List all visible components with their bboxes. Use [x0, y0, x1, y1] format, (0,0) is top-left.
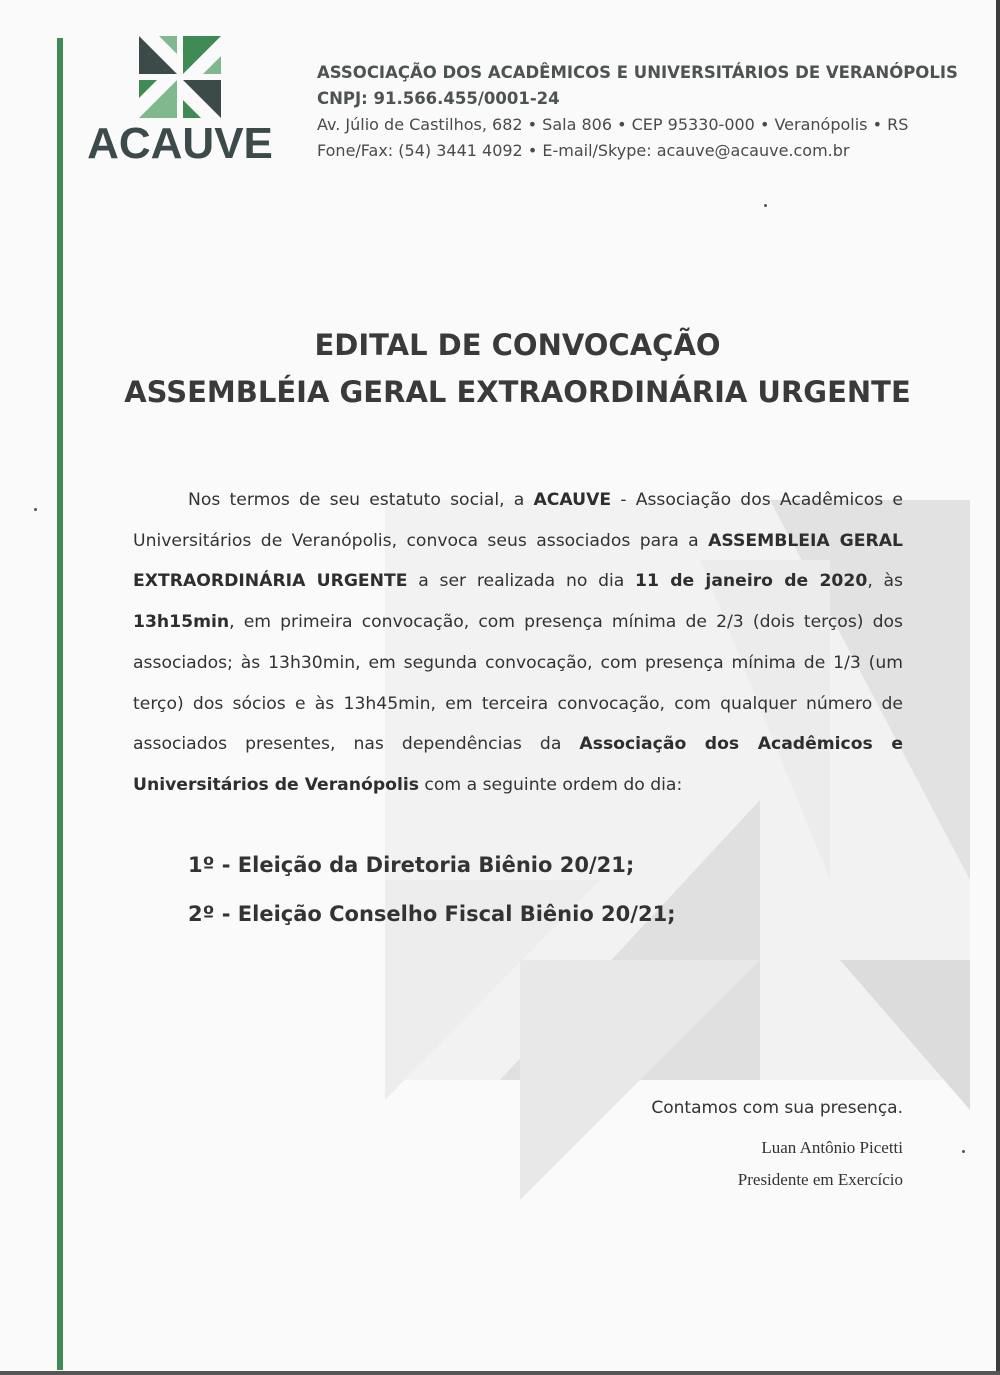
green-margin-bar [57, 38, 63, 1370]
document-subtitle: ASSEMBLÉIA GERAL EXTRAORDINÁRIA URGENTE [124, 375, 911, 409]
body-text: Nos termos de seu estatuto social, a [188, 490, 534, 510]
body-text: a ser realizada no dia [407, 571, 636, 592]
meeting-time: 13h15min [133, 612, 230, 633]
scan-speck [962, 1150, 965, 1153]
scan-edge-bottom [0, 1371, 1000, 1375]
scan-speck [764, 204, 767, 207]
letterhead [317, 60, 957, 164]
organization-name: ASSOCIAÇÃO DOS ACADÊMICOS E UNIVERSITÁRIOS DE VERANÓPOLIS [317, 63, 958, 82]
agenda-item: 1º - Eleição da Diretoria Biênio 20/21; [188, 853, 635, 877]
signatory-role: Presidente em Exercício [737, 1170, 903, 1189]
closing-line: Contamos com sua presença. [651, 1098, 903, 1118]
scan-speck [34, 508, 37, 511]
signatory-name: Luan Antônio Picetti [761, 1138, 903, 1157]
scan-edge-right [996, 0, 1000, 1375]
agenda-item: 2º - Eleição Conselho Fiscal Biênio 20/21; [188, 902, 676, 926]
acauve-logo [84, 36, 276, 166]
address: Av. Júlio de Castilhos, 682 • Sala 806 • CEP 95330-000 • Veranópolis • RS [317, 115, 909, 134]
body-bold: ASSEMBLEIA GERAL EXTRAORDINÁRIA URGENTE [133, 530, 903, 592]
document-title: EDITAL DE CONVOCAÇÃO [314, 328, 721, 362]
logo-wordmark: ACAUVE [87, 119, 273, 168]
pinwheel-logo-icon [139, 36, 221, 118]
body-bold: ACAUVE [533, 490, 612, 510]
body-text: com a seguinte ordem do dia: [418, 774, 683, 795]
body-text: , às [867, 571, 903, 592]
convocation-paragraph [133, 480, 903, 806]
meeting-date: 11 de janeiro de 2020 [635, 571, 868, 592]
body-text: - Associação dos Acadêmicos e Universitários de Veranópolis, convoca seus associados para a [133, 490, 903, 551]
cnpj: CNPJ: 91.566.455/0001-24 [317, 89, 560, 108]
body-text: , em primeira convocação, com presença mínima de 2/3 (dois terços) dos associados; às 13h30min, em segunda convocação, com presença mínima de 1/3 (um terço) dos sócios e às 13h45min, em terceira convocação, com qualquer número de associados presentes, nas dependências da [133, 612, 903, 755]
contact-info: Fone/Fax: (54) 3441 4092 • E-mail/Skype: acauve@acauve.com.br [317, 141, 850, 160]
body-bold: Associação dos Acadêmicos e Universitários de Veranópolis [133, 734, 904, 795]
